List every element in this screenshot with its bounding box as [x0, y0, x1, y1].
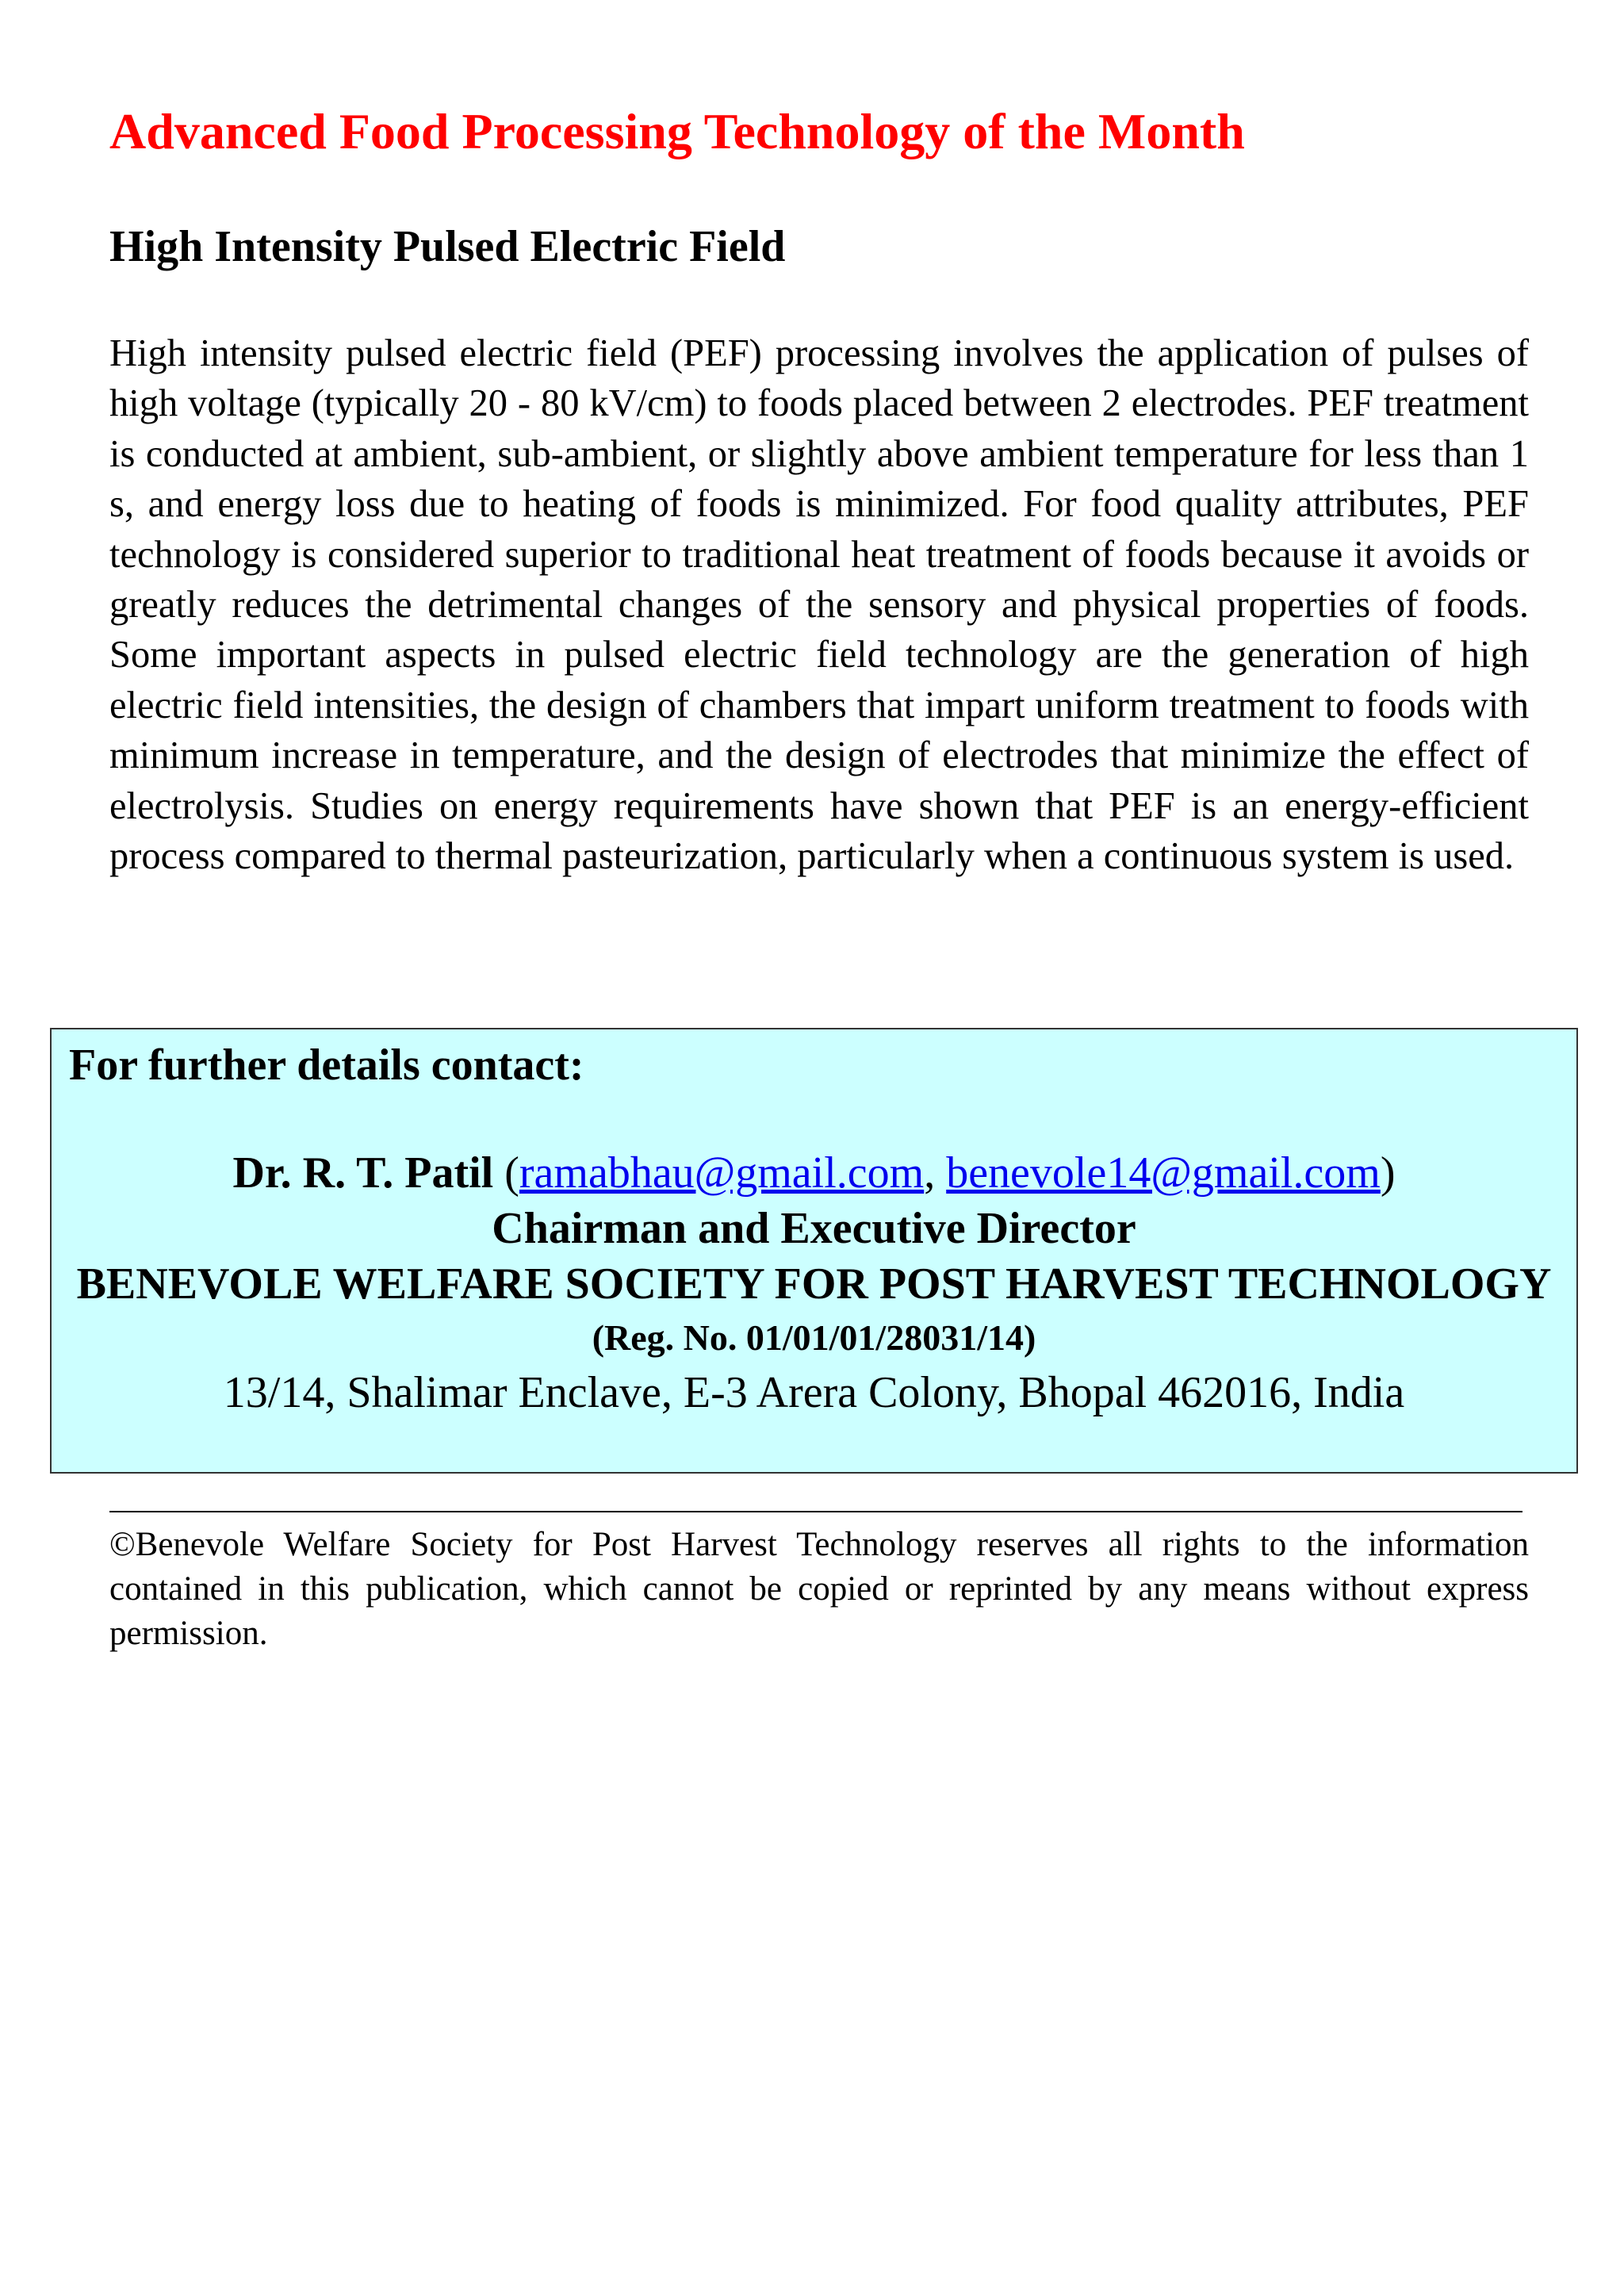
paren-close: )	[1380, 1148, 1396, 1198]
contact-name: Dr. R. T. Patil	[232, 1148, 494, 1198]
email-separator: ,	[924, 1148, 947, 1198]
article-heading: High Intensity Pulsed Electric Field	[109, 222, 786, 271]
contact-role: Chairman and Executive Director	[492, 1204, 1136, 1253]
contact-organization: BENEVOLE WELFARE SOCIETY FOR POST HARVEST TECHNOLOGY	[76, 1259, 1552, 1309]
footer-divider	[109, 1511, 1522, 1512]
email-link-primary[interactable]: ramabhau@gmail.com	[519, 1148, 925, 1198]
email-link-secondary[interactable]: benevole14@gmail.com	[946, 1148, 1381, 1198]
article-body: High intensity pulsed electric field (PEF) processing involves the application of pulses of high voltage (typically 20 - 80 kV/cm) to foods placed between 2 electrodes. PEF treatment is conducted at ambient, sub-ambient, or slightly above ambient temperature for less than 1 s, and energy loss due to heating of foods is minimized. For food quality attributes, PEF technology is considered superior to traditional heat treatment of foods because it avoids or greatly reduces the detrimental changes of the sensory and physical properties of foods. Some important aspects in pulsed electric field technology are the generation of high electric field intensities, the design of chambers that impart uniform treatment to foods with minimum increase in temperature, and the design of electrodes that minimize the effect of electrolysis. Studies on energy requirements have shown that PEF is an energy-efficient process compared to thermal pasteurization, particularly when a continuous system is used.	[109, 332, 1529, 878]
contact-address: 13/14, Shalimar Enclave, E-3 Arera Colony, Bhopal 462016, India	[223, 1368, 1405, 1417]
registration-number: (Reg. No. 01/01/01/28031/14)	[592, 1317, 1036, 1358]
page-title: Advanced Food Processing Technology of the Month	[109, 103, 1245, 159]
paren-open: (	[493, 1148, 519, 1198]
copyright-notice: ©Benevole Welfare Society for Post Harvest Technology reserves all rights to the information contained in this publication, which cannot be copied or reprinted by any means without express permission.	[109, 1526, 1529, 1652]
contact-name-line	[52, 1145, 1576, 1201]
contact-details	[52, 1145, 1576, 1421]
contact-heading: For further details contact:	[69, 1041, 584, 1090]
contact-box	[50, 1028, 1578, 1474]
